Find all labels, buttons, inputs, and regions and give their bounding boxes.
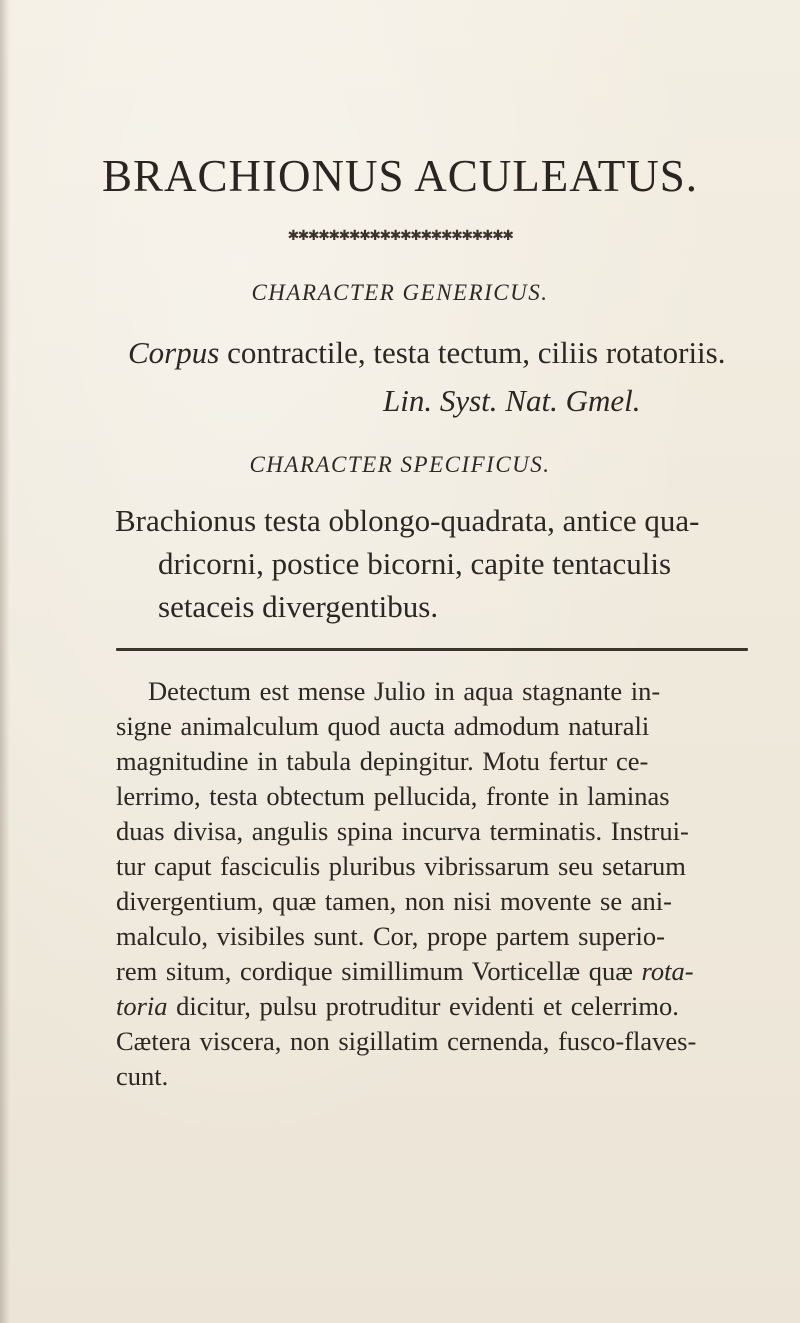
horizontal-rule — [116, 648, 748, 651]
specific-line-2: dricorni, postice bicorni, capite tentaculis — [158, 546, 672, 581]
generic-reference: Lin. Syst. Nat. Gmel. — [383, 383, 641, 418]
generic-definition-italic: Corpus — [128, 335, 220, 370]
page-title: BRACHIONUS ACULEATUS. — [101, 151, 699, 201]
specific-line-3: setaceis divergentibus. — [158, 589, 439, 624]
description-line-3: magnitudine in tabula depingitur. Motu fertur ce- — [116, 746, 649, 776]
description-line-9 — [116, 956, 694, 987]
description-line-2: signe animalculum quod aucta admodum naturali — [116, 711, 650, 741]
description-line-1: Detectum est mense Julio in aqua stagnante in- — [148, 676, 661, 706]
description-line-9-text: rem situm, cordique simillimum Vorticellæ quæ — [116, 956, 633, 986]
description-italic-rota: rota- — [641, 956, 694, 986]
specific-character-heading: CHARACTER SPECIFICUS. — [249, 452, 551, 477]
generic-character-heading: CHARACTER GENERICUS. — [251, 280, 549, 305]
description-line-10 — [116, 991, 679, 1022]
generic-definition — [128, 335, 725, 371]
description-line-10-text: dicitur, pulsu protruditur evidenti et celerrimo. — [176, 991, 679, 1021]
description-line-12: cunt. — [116, 1061, 169, 1091]
description-line-11: Cætera viscera, non sigillatim cernenda, fusco-flaves- — [116, 1026, 697, 1056]
description-line-7: divergentium, quæ tamen, non nisi movente se ani- — [116, 886, 672, 916]
description-line-6: tur caput fasciculis pluribus vibrissarum seu setarum — [116, 851, 686, 881]
description-line-4: lerrimo, testa obtectum pellucida, fronte in laminas — [116, 781, 670, 811]
description-italic-toria: toria — [116, 991, 168, 1021]
description-line-5: duas divisa, angulis spina incurva terminatis. Instrui- — [116, 816, 689, 846]
star-ornament: ✱✱✱✱✱✱✱✱✱✱✱✱✱✱✱✱✱✱✱✱✱✱ — [287, 228, 513, 244]
generic-definition-text: contractile, testa tectum, ciliis rotatoriis. — [219, 335, 726, 370]
description-line-8: malculo, visibiles sunt. Cor, prope partem superio- — [116, 921, 665, 951]
specific-line-1: Brachionus testa oblongo-quadrata, antice qua- — [115, 503, 700, 538]
